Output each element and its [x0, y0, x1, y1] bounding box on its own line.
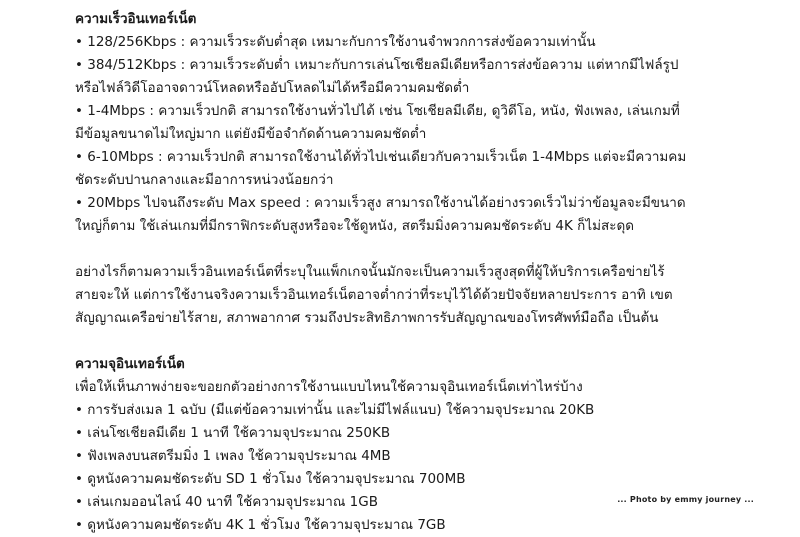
speed-line: ใหญ่ก็ตาม ใช้เล่นเกมที่มีกราฟิกระดับสูงหรือจะใช้ดูหนัง, สตรีมมิ่งความคมชัดระดับ 4K ก็ไม่สะดุด	[75, 218, 635, 234]
data-item: • ดูหนังความคมชัดระดับ SD 1 ชั่วโมง ใช้ความจุประมาณ 700MB	[75, 471, 466, 487]
speed-line: มีข้อมูลขนาดไม่ใหญ่มาก แต่ยังมีข้อจำกัดด้านความคมชัดต่ำ	[75, 126, 427, 142]
data-item: • เล่นเกมออนไลน์ 40 นาที ใช้ความจุประมาณ 1GB	[75, 494, 378, 510]
speed-line: • 384/512Kbps : ความเร็วระดับต่ำ เหมาะกับการเล่นโซเชียลมีเดียหรือการส่งข้อความ แต่หากมีไฟล์รูป	[75, 57, 679, 73]
paragraph-line: สายจะให้ แต่การใช้งานจริงความเร็วอินเทอร์เน็ตอาจต่ำกว่าที่ระบุไว้ได้ด้วยปัจจัยหลายประการ อาทิ เขต	[75, 287, 673, 303]
speed-line: ชัดระดับปานกลางและมีอาการหน่วงน้อยกว่า	[75, 172, 334, 188]
paragraph-line: สัญญาณเครือข่ายไร้สาย, สภาพอากาศ รวมถึงประสิทธิภาพการรับสัญญาณของโทรศัพท์มือถือ เป็นต้น	[75, 310, 659, 326]
data-item: • ดูหนังความคมชัดระดับ 4K 1 ชั่วโมง ใช้ความจุประมาณ 7GB	[75, 517, 446, 533]
data-section-title: ความจุอินเทอร์เน็ต	[75, 356, 185, 372]
paragraph-line: อย่างไรก็ตามความเร็วอินเทอร์เน็ตที่ระบุในแพ็กเกจนั้นมักจะเป็นความเร็วสูงสุดที่ผู้ให้บริการเครือข่ายไร้	[75, 264, 665, 280]
data-item: • ฟังเพลงบนสตรีมมิ่ง 1 เพลง ใช้ความจุประมาณ 4MB	[75, 448, 391, 464]
speed-line: • 6-10Mbps : ความเร็วปกติ สามารถใช้งานได้ทั่วไปเช่นเดียวกับความเร็วเน็ต 1-4Mbps แต่จะมีความคม	[75, 149, 687, 165]
speed-section-title: ความเร็วอินเทอร์เน็ต	[75, 11, 197, 27]
spacer	[75, 238, 775, 261]
document-body	[75, 8, 775, 537]
speed-line: • 1-4Mbps : ความเร็วปกติ สามารถใช้งานทั่วไปได้ เช่น โซเชียลมีเดีย, ดูวิดีโอ, หนัง, ฟังเพลง, เล่นเกมที่	[75, 103, 680, 119]
speed-line: • 128/256Kbps : ความเร็วระดับต่ำสุด เหมาะกับการใช้งานจำพวกการส่งข้อความเท่านั้น	[75, 34, 596, 50]
data-section-intro: เพื่อให้เห็นภาพง่ายจะขอยกตัวอย่างการใช้งานแบบไหนใช้ความจุอินเทอร์เน็ตเท่าไหร่บ้าง	[75, 379, 583, 395]
photo-credit: ... Photo by emmy journey ...	[617, 495, 754, 504]
data-item: • เล่นโซเชียลมีเดีย 1 นาที ใช้ความจุประมาณ 250KB	[75, 425, 391, 441]
speed-line: หรือไฟล์วิดีโออาจดาวน์โหลดหรืออัปโหลดไม่ได้หรือมีความคมชัดต่ำ	[75, 80, 470, 96]
data-item: • การรับส่งเมล 1 ฉบับ (มีแต่ข้อความเท่านั้น และไม่มีไฟล์แนบ) ใช้ความจุประมาณ 20KB	[75, 402, 595, 418]
speed-line: • 20Mbps ไปจนถึงระดับ Max speed : ความเร็วสูง สามารถใช้งานได้อย่างรวดเร็วไม่ว่าข้อมูลจะมีขนาด	[75, 195, 686, 211]
spacer	[75, 330, 775, 353]
